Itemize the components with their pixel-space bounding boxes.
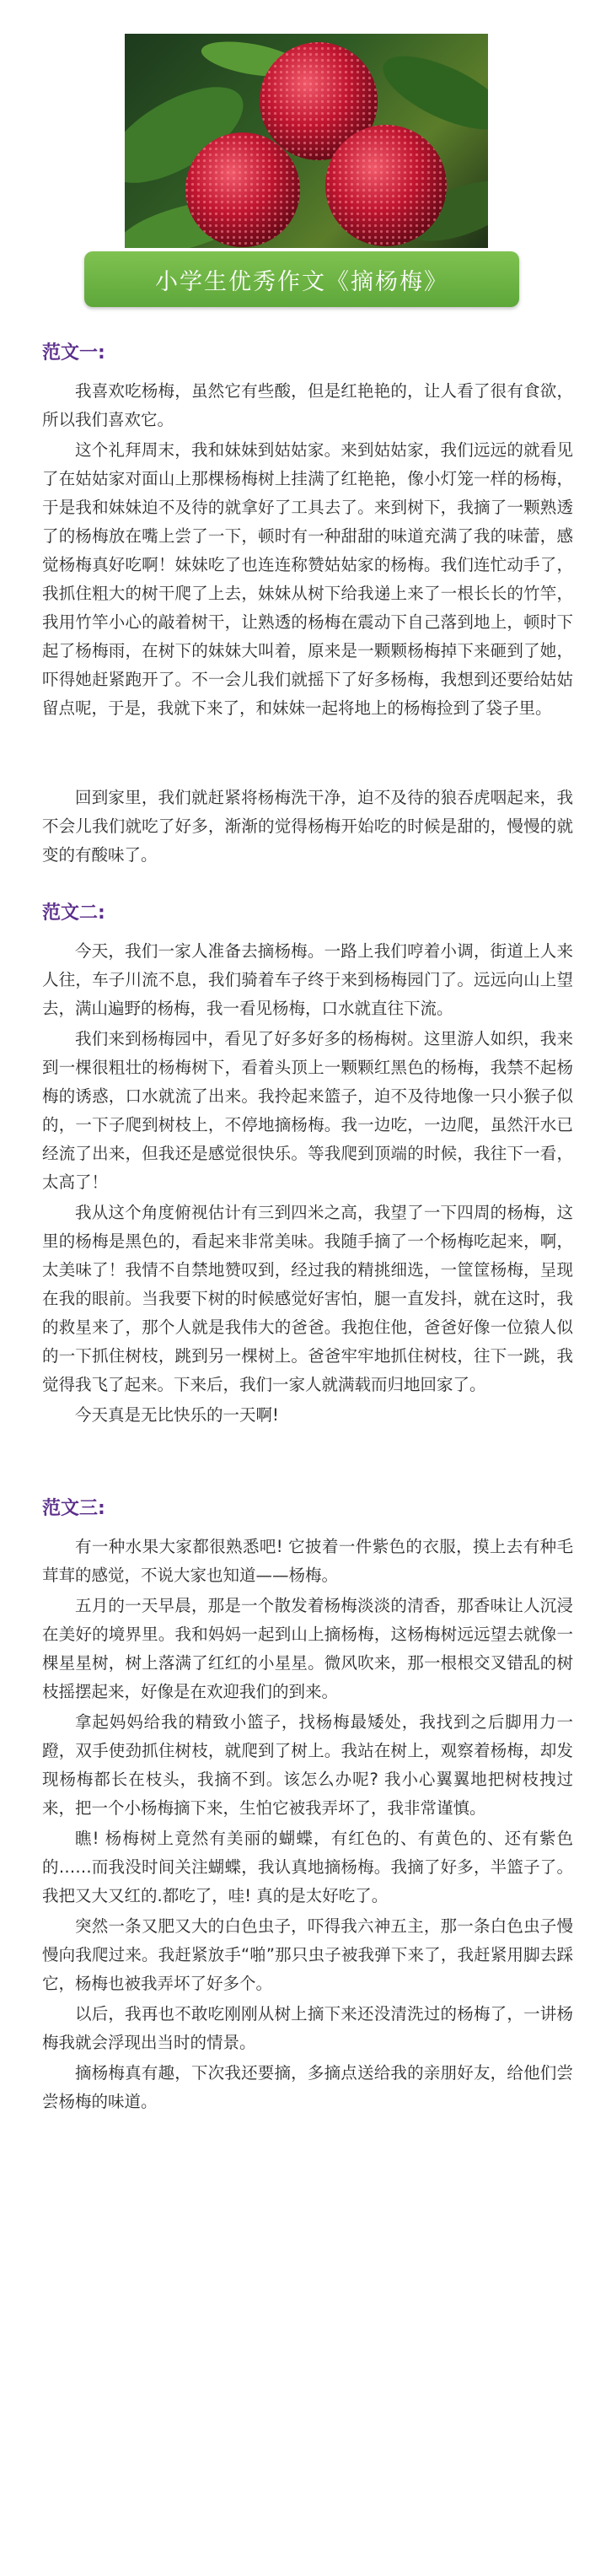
- bayberry-photo: [125, 34, 488, 248]
- section-title: 范文二:: [42, 903, 105, 924]
- paragraph: 瞧! 杨梅树上竟然有美丽的蝴蝶，有红色的、有黄色的、还有紫色的……而我没时间关注蝴蝶，我认真地摘杨梅。我摘了好多，半篮子了。我把又大又红的.都吃了，哇! 真的是太好吃了。: [42, 1829, 573, 1905]
- banner-title: 小学生优秀作文《摘杨梅》: [155, 268, 448, 295]
- paragraph: 我们来到杨梅园中，看见了好多好多的杨梅树。这里游人如织，我来到一棵很粗壮的杨梅树下，看着头顶上一颗颗红黑色的杨梅，我禁不起杨梅的诱惑，口水就流了出来。我拎起来篮子，迫不及待地像一只小猴子似的，一下子爬到树枝上，不停地摘杨梅。我一边吃，一边爬，虽然汗水已经流了出来，但我还是感觉很快乐。等我爬到顶端的时候，我往下一看，太高了！: [42, 1029, 573, 1192]
- essay-section-1: [42, 342, 573, 870]
- paragraph: 我喜欢吃杨梅，虽然它有些酸，但是红艳艳的，让人看了很有食欲，所以我们喜欢它。: [42, 381, 573, 429]
- paragraph: 以后，我再也不敢吃刚刚从树上摘下来还没清洗过的杨梅了，一讲杨梅我就会浮现出当时的情景。: [42, 2004, 573, 2052]
- paragraph: 我从这个角度俯视估计有三到四米之高，我望了一下四周的杨梅，这里的杨梅是黑色的，看起来非常美味。我随手摘了一个杨梅吃起来，啊，太美味了！我情不自禁地赞叹到，经过我的精挑细选，一筐筐杨梅，呈现在我的眼前。当我要下树的时候感觉好害怕，腿一直发抖，就在这时，我的救星来了，那个人就是我伟大的爸爸。我抱住他，爸爸好像一位猿人似的一下抓住树枝，跳到另一棵树上。爸爸牢牢地抓住树枝，往下一跳，我觉得我飞了起来。下来后，我们一家人就满载而归地回家了。: [42, 1203, 573, 1394]
- paragraph: 拿起妈妈给我的精致小篮子，找杨梅最矮处，我找到之后脚用力一蹬，双手使劲抓住树枝，就爬到了树上。我站在树上，观察着杨梅，却发现杨梅都长在枝头，我摘不到。该怎么办呢? 我小心翼翼地把树枝拽过来，把一个小杨梅摘下来，生怕它被我弄坏了，我非常谨慎。: [42, 1712, 573, 1818]
- essay-section-3: [42, 1497, 573, 2116]
- essay-section-2: [42, 902, 573, 1430]
- bayberry-right: [325, 125, 447, 246]
- paragraph: 有一种水果大家都很熟悉吧! 它披着一件紫色的衣服，摸上去有种毛茸茸的感觉，不说大家也知道——杨梅。: [42, 1537, 573, 1585]
- paragraph: 今天真是无比快乐的一天啊!: [75, 1405, 279, 1425]
- paragraph: 今天，我们一家人准备去摘杨梅。一路上我们哼着小调，街道上人来人往，车子川流不息，我们骑着车子终于来到杨梅园门了。远远向山上望去，满山遍野的杨梅，我一看见杨梅，口水就直往下流。: [42, 941, 573, 1018]
- title-banner: [84, 251, 519, 307]
- section-title: 范文三:: [42, 1498, 105, 1519]
- section-title: 范文一:: [42, 342, 105, 364]
- paragraph: 突然一条又肥又大的白色虫子，吓得我六神五主，那一条白色虫子慢慢向我爬过来。我赶紧放手“啪”那只虫子被我弹下来了，我赶紧用脚去踩它，杨梅也被我弄坏了好多个。: [42, 1916, 573, 1993]
- paragraph: 这个礼拜周末，我和妹妹到姑姑家。来到姑姑家，我们远远的就看见了在姑姑家对面山上那棵杨梅树上挂满了红艳艳，像小灯笼一样的杨梅，于是我和妹妹迫不及待的就拿好了工具去了。来到树下，我摘了一颗熟透了的杨梅放在嘴上尝了一下，顿时有一种甜甜的味道充满了我的味蕾，感觉杨梅真好吃啊！妹妹吃了也连连称赞姑姑家的杨梅。我们连忙动手了，我抓住粗大的树干爬了上去，妹妹从树下给我递上来了一根长长的竹竿，我用竹竿小心的敲着树干，让熟透的杨梅在震动下自己落到地上，顿时下起了杨梅雨，在树下的妹妹大叫着，原来是一颗颗杨梅掉下来砸到了她，吓得她赶紧跑开了。不一会儿我们就摇下了好多杨梅，我想到还要给姑姑留点呢，于是，我就下来了，和妹妹一起将地上的杨梅捡到了袋子里。: [42, 440, 573, 718]
- paragraph: 摘杨梅真有趣，下次我还要摘，多摘点送给我的亲朋好友，给他们尝尝杨梅的味道。: [42, 2063, 573, 2111]
- paragraph: 回到家里，我们就赶紧将杨梅洗干净，迫不及待的狼吞虎咽起来，我不会儿我们就吃了好多，渐渐的觉得杨梅开始吃的时候是甜的，慢慢的就变的有酸味了。: [42, 788, 573, 865]
- bayberry-left: [185, 132, 300, 247]
- essay-content: [42, 342, 573, 2118]
- paragraph: 五月的一天早晨，那是一个散发着杨梅淡淡的清香，那香味让人沉浸在美好的境界里。我和妈妈一起到山上摘杨梅，这杨梅树远远望去就像一棵星星树，树上落满了红红的小星星。微风吹来，那一根根交叉错乱的树枝摇摆起来，好像是在欢迎我们的到来。: [42, 1596, 573, 1701]
